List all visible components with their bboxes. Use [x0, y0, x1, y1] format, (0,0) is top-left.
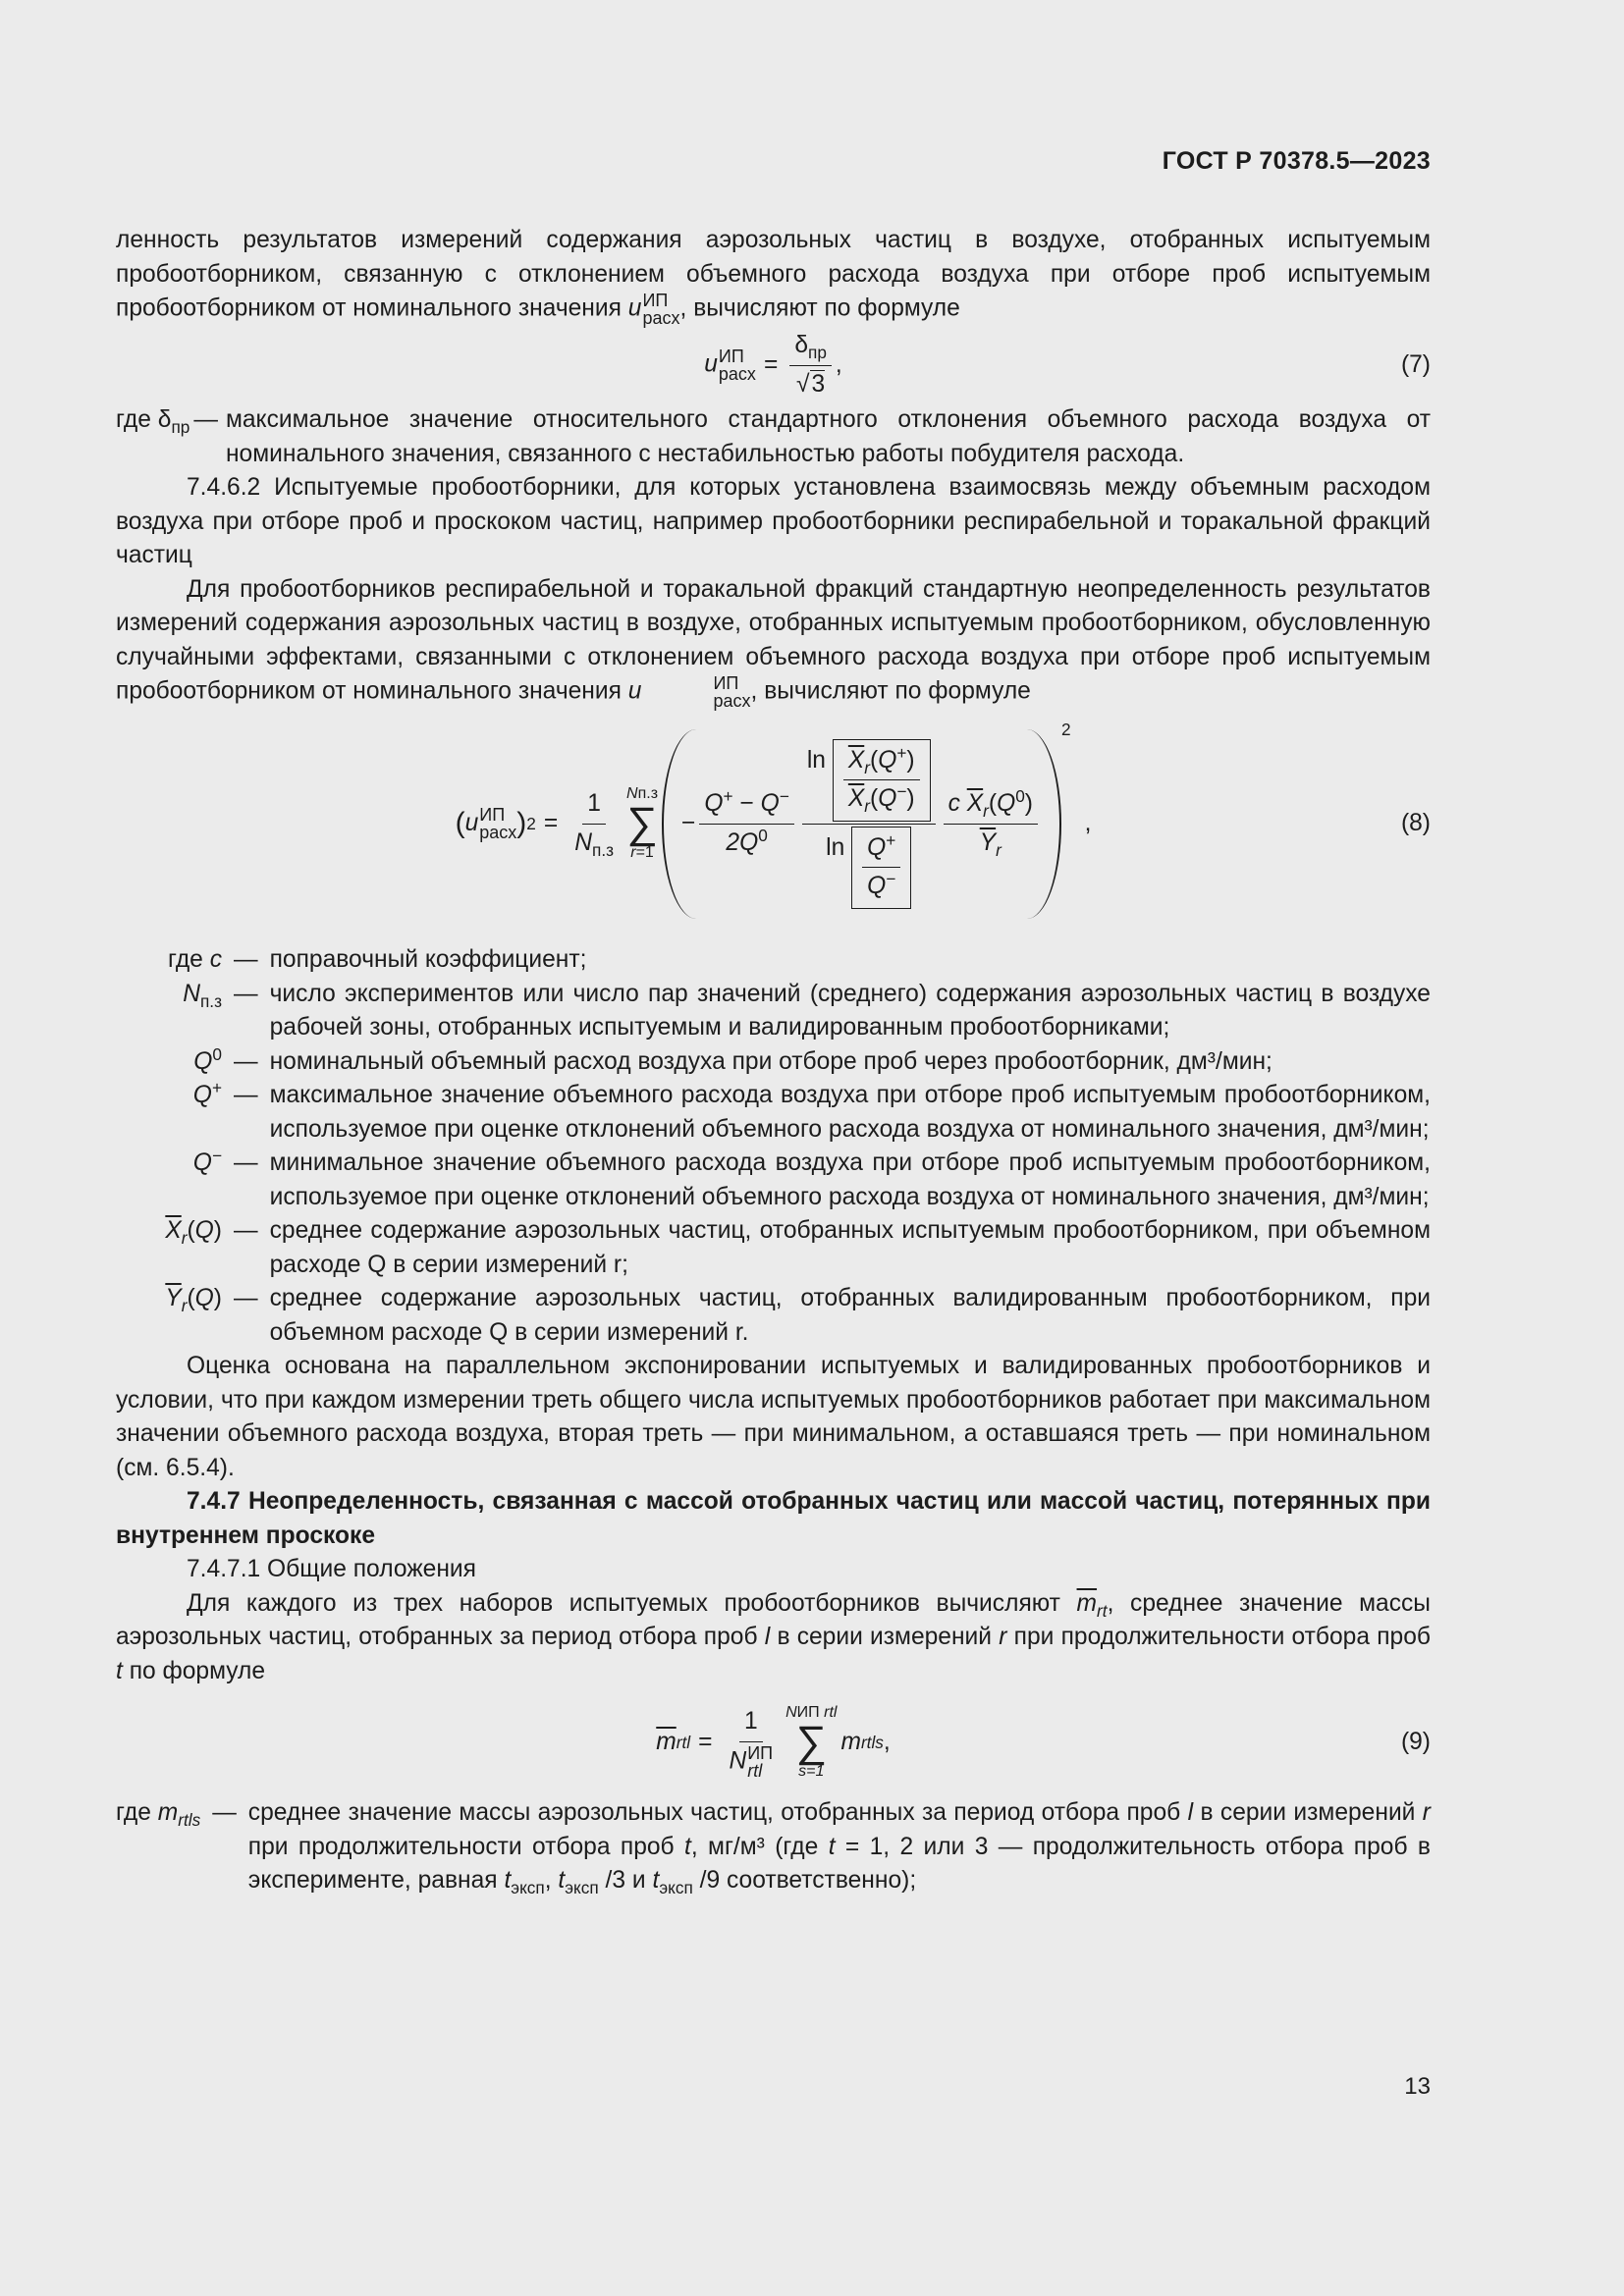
page-number: 13 — [1404, 2073, 1431, 2100]
formula-8: ( u ИП расх ) 2 = $\frac{1}{N_{п.з}}$ Nп.з ∑ r=1 − $\frac{Q^+ - Q^-}{2Q^0}$ ln $\frac{\overline{X}_r(Q^+)}{\overline{X}_r(Q^-)}$ ln $\frac{Q^+}{Q^-}$ $\frac{c \overline{X}_r(Q^0)}{\overline{Y}_r}$ 2 , (8) — [116, 710, 1431, 937]
resp-paragraph: Для пробоотборников респирабельной и торакальной фракций стандартную неопределенность результатов измерений содержания аэрозольных частиц в воздухе, отобранных испытуемым пробоотборником, обусловленную случайными эффектами, связанными с отклонением объемного расхода воздуха при отборе проб испытуемым пробоотборником от номинального значения u ИП расх , вычисляют по формуле — [116, 575, 1431, 711]
intro-paragraph: ленность результатов измерений содержания аэрозольных частиц в воздухе, отобранных испытуемым пробоотборником, связанную с отклонением объемного расхода воздуха при отборе проб испытуемым пробоотборником от номинального значения u ИП расх , вычисляют по формуле — [116, 227, 1431, 328]
def-qplus: Q+ — максимальное значение объемного расхода воздуха при отборе проб испытуемым пробоотборником, используемое при оценке отклонений объемного расхода воздуха от номинального значения, дм³/мин; — [192, 1077, 1431, 1143]
standard-code: ГОСТ Р 70378.5—2023 — [1162, 147, 1431, 175]
formula-8-number: (8) — [1400, 809, 1431, 836]
where-9: где $m_{rtls}$ — среднее значение массы аэрозольных частиц, отобранных за период отбора проб l в серии измерений r при продолжительности отбора проб t, мг/м³ (где t = 1, 2 или 3 — продолжительность отбора проб в эксперименте, равная $t_{эксп}$, $t_{эксп}$ /3 и $t_{эксп}$ /9 соответственно); — [116, 1799, 1431, 1897]
where-7: где $\delta_{пр}$ — максимальное значение относительного стандартного отклонения объемного расхода воздуха от номинального значения, связанного с нестабильностью работы побудителя расхода. — [116, 406, 1431, 467]
section-7-4-7-1: 7.4.7.1 Общие положения — [187, 1556, 476, 1582]
mass-paragraph: Для каждого из трех наборов испытуемых пробоотборников вычисляют $\overline{m}_{rt}$, среднее значение массы аэрозольных частиц, отобранных за период отбора проб l в серии измерений r при продолжительности отбора проб t по формуле — [116, 1589, 1431, 1684]
def-q0: $Q^0$ — номинальный объемный расход воздуха при отборе проб через пробоотборник, дм³/мин; — [193, 1043, 1272, 1075]
formula-9: $\overline{m}$ rtl = 1 N ИП rtl NИП rtl ∑ s=1 m rtls , (9) — [656, 1704, 1431, 1781]
estimate-paragraph: Оценка основана на параллельном экспонировании испытуемых и валидированных пробоотборников и условии, что при каждом измерении треть общего числа испытуемых пробоотборников работает при максимальном значении объемного расхода воздуха, вторая треть — при минимальном, а оставшаяся треть — при номинальном (см. 6.5.4). — [116, 1353, 1431, 1481]
formula-8-big-paren: − $\frac{Q^+ - Q^-}{2Q^0}$ ln $\frac{\overline{X}_r(Q^+)}{\overline{X}_r(Q^-)}$ ln $\frac{Q^+}{Q^-}$ $\frac{c \overline{X}_r(Q^0)}{\overline{Y}_r}$ — [662, 729, 1061, 919]
formula-7-number: (7) — [1400, 350, 1431, 378]
def-n: $N_{п.з}$ — число экспериментов или число пар значений (среднего) содержания аэрозольных частиц в воздухе рабочей зоны, отобранных испытуемым и валидированным пробоотборниками; — [183, 980, 1431, 1041]
formula-7: u ИП расх = $\frac{\delta_{пр}}{√3}$ , (7) — [116, 327, 1431, 403]
formula-9-number: (9) — [1400, 1728, 1431, 1755]
definitions-8 — [116, 943, 1431, 1350]
def-c: где c — поправочный коэффициент; — [167, 946, 587, 973]
def-qminus: Q− — минимальное значение объемного расхода воздуха при отборе проб испытуемым пробоотборником, используемое при оценке отклонений объемного расхода воздуха от номинального значения, дм³/мин; — [192, 1145, 1431, 1210]
section-7-4-7: 7.4.7 Неопределенность, связанная с массой отобранных частиц или массой частиц, потерянных при внутреннем проскоке — [116, 1488, 1431, 1549]
document-body — [116, 224, 1431, 1898]
def-yr: $\overline{Y}_r(Q)$ — среднее содержание аэрозольных частиц, отобранных валидированным пробоотборником, при объемном расходе Q в серии измерений r. — [165, 1285, 1431, 1346]
section-7-4-6-2: 7.4.6.2 Испытуемые пробоотборники, для которых установлена взаимосвязь между объемным расходом воздуха при отборе проб и проскоком частиц, например пробоотборники респирабельной и торакальной фракций частиц — [116, 474, 1431, 568]
def-xr: $\overline{X}_r(Q)$ — среднее содержание аэрозольных частиц, отобранных испытуемым пробоотборником, при объемном расходе Q в серии измерений r; — [165, 1217, 1431, 1278]
